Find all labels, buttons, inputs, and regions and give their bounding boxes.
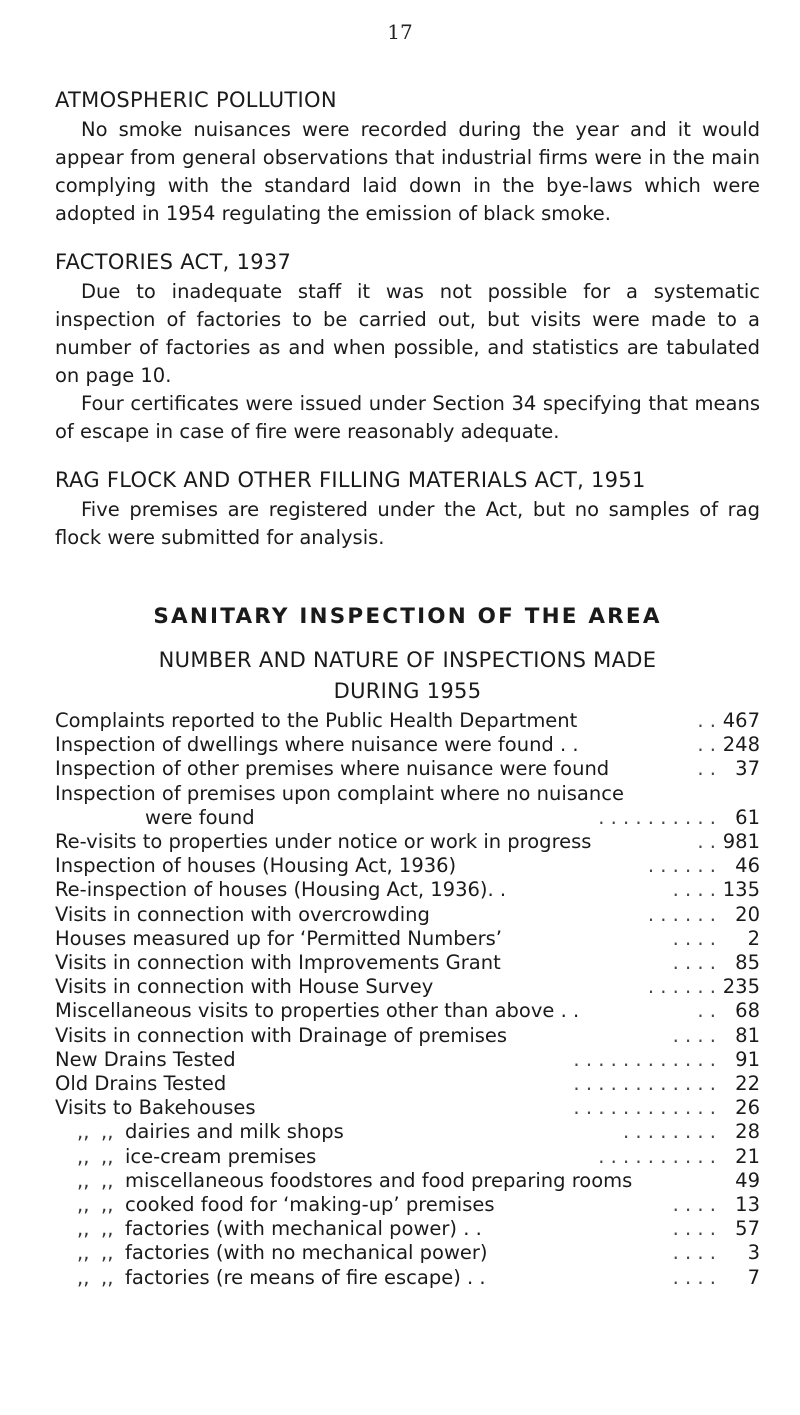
row-value: 81 [735, 1023, 760, 1047]
table-row [55, 951, 760, 975]
row-value: 49 [735, 1168, 760, 1192]
row-label: dairies and milk shops [125, 1120, 344, 1144]
document-body [55, 88, 760, 1290]
row-value: 85 [735, 951, 760, 975]
table-row [55, 1193, 760, 1217]
row-value: 981 [722, 830, 760, 854]
table-row [55, 1217, 760, 1241]
row-label: Inspection of premises upon complaint where no nuisance [55, 781, 624, 805]
leader-dots: . . [697, 733, 716, 757]
row-value: 61 [735, 805, 760, 829]
row-value: 57 [735, 1217, 760, 1241]
ditto-mark: ,, [101, 1168, 114, 1192]
leader-dots: . . . . . . [647, 854, 716, 878]
leader-dots: . . [697, 830, 716, 854]
row-value: 235 [722, 975, 760, 999]
leader-dots: . . . . [672, 926, 716, 950]
leader-dots: . . . . . . [647, 975, 716, 999]
leader-dots: . . . . [672, 951, 716, 975]
row-value: 28 [735, 1120, 760, 1144]
row-label-wrapper [55, 1120, 623, 1144]
row-value: 22 [735, 1072, 760, 1096]
leader-dots: . . [697, 999, 716, 1023]
leader-dots: . . . . [672, 1241, 716, 1265]
heading-atmospheric-pollution: ATMOSPHERIC POLLUTION [55, 88, 337, 112]
row-value: 91 [735, 1047, 760, 1071]
row-label: Re-visits to properties under notice or work in progress [55, 830, 592, 854]
paragraph-factories-2: Four certificates were issued under Section 34 specifying that means of escape in case of fire were reasonably adequate. [55, 392, 760, 443]
row-label-wrapper [55, 1145, 598, 1169]
ditto-mark: ,, [101, 1217, 114, 1241]
row-label: Inspection of other premises where nuisance were found [55, 757, 610, 781]
table-row [55, 782, 760, 806]
row-label: Old Drains Tested [55, 1072, 227, 1096]
row-value: 20 [735, 902, 760, 926]
table-row [55, 830, 760, 854]
row-value: 37 [735, 757, 760, 781]
table-row [55, 1096, 760, 1120]
ditto-mark: ,, [101, 1193, 114, 1217]
table-row [55, 1120, 760, 1144]
row-label: Inspection of houses (Housing Act, 1936) [55, 854, 457, 878]
row-label: Visits in connection with House Survey [55, 975, 434, 999]
row-label: Visits in connection with Improvements Grant [55, 951, 501, 975]
row-label: ice-cream premises [125, 1144, 317, 1168]
row-label: Visits in connection with Drainage of premises [55, 1023, 508, 1047]
row-label: factories (with no mechanical power) [125, 1241, 488, 1265]
leader-dots: . . . . . . [647, 902, 716, 926]
ditto-mark: ,, [77, 1193, 90, 1217]
table-row [55, 854, 760, 878]
inspection-table [55, 709, 760, 1290]
ditto-mark: ,, [77, 1120, 90, 1144]
leader-dots: . . [697, 757, 716, 781]
row-value: 2 [747, 926, 760, 950]
heading-rag-flock: RAG FLOCK AND OTHER FILLING MATERIALS ACT, 1951 [55, 468, 646, 492]
table-row [55, 975, 760, 999]
leader-dots: . . [697, 709, 716, 732]
table-row [55, 1266, 760, 1290]
row-value: 46 [735, 854, 760, 878]
table-row [55, 927, 760, 951]
row-value: 135 [722, 878, 760, 902]
leader-dots: . . . . [672, 1217, 716, 1241]
leader-dots: . . . . [672, 1265, 716, 1289]
leader-dots: . . . . . . . . . . [598, 1144, 716, 1168]
row-label-wrapper [55, 1217, 673, 1241]
leader-dots: . . . . [672, 878, 716, 902]
ditto-mark: ,, [101, 1265, 114, 1289]
row-label-wrapper [55, 1193, 673, 1217]
table-row [55, 903, 760, 927]
row-value: 68 [735, 999, 760, 1023]
inspection-subtitle-line2: DURING 1955 [333, 679, 482, 703]
leader-dots: . . . . . . . . . . . . [573, 1072, 716, 1096]
ditto-mark: ,, [101, 1144, 114, 1168]
ditto-mark: ,, [77, 1241, 90, 1265]
table-row [55, 1241, 760, 1265]
row-label: factories (re means of fire escape) . . [125, 1265, 486, 1289]
leader-dots: . . . . . . . . . . . . [573, 1047, 716, 1071]
table-row [55, 709, 760, 733]
row-value: 21 [735, 1144, 760, 1168]
row-label-wrapper [55, 1266, 673, 1290]
ditto-mark: ,, [77, 1265, 90, 1289]
ditto-mark: ,, [101, 1120, 114, 1144]
row-label-wrapper [55, 1169, 716, 1193]
row-label: factories (with mechanical power) . . [125, 1217, 482, 1241]
sanitary-inspection-title: SANITARY INSPECTION OF THE AREA [153, 604, 662, 629]
paragraph-factories-1: Due to inadequate staff it was not possible for a systematic inspection of factories to be carried out, but visits were made to a number of factories as and when possible, and statistics are tabulated on page 10. [55, 280, 760, 387]
leader-dots: . . . . [672, 1023, 716, 1047]
paragraph-rag-flock: Five premises are registered under the Act, but no samples of rag flock were submitted for analysis. [55, 498, 760, 549]
leader-dots: . . . . [672, 1193, 716, 1217]
row-label: cooked food for ‘making-up’ premises [125, 1193, 495, 1217]
row-label: Miscellaneous visits to properties other than above . . [55, 999, 580, 1023]
row-value: 7 [747, 1265, 760, 1289]
row-value: 26 [735, 1096, 760, 1120]
table-row [55, 733, 760, 757]
ditto-mark: ,, [77, 1144, 90, 1168]
row-label: Visits in connection with overcrowding [55, 902, 430, 926]
table-row [55, 1169, 760, 1193]
table-row [55, 1072, 760, 1096]
page-number: 17 [387, 20, 413, 44]
leader-dots: . . . . . . . . . . . . [573, 1096, 716, 1120]
ditto-mark: ,, [101, 1241, 114, 1265]
paragraph-atmospheric: No smoke nuisances were recorded during the year and it would appear from general observations that industrial firms were in the main complying with the standard laid down in the bye-laws which were adopted in 1954 regulating the emission of black smoke. [55, 118, 760, 225]
row-value: 248 [722, 733, 760, 757]
table-row [55, 757, 760, 781]
table-row [55, 1048, 760, 1072]
inspection-subtitle-line1: NUMBER AND NATURE OF INSPECTIONS MADE [158, 648, 657, 672]
row-label-wrapper [55, 1241, 673, 1265]
table-row [55, 1024, 760, 1048]
row-label: were found [145, 805, 255, 829]
row-label: Visits to Bakehouses [55, 1096, 256, 1120]
row-label: miscellaneous foodstores and food preparing rooms [125, 1168, 633, 1192]
leader-dots: . . . . . . . . . . [598, 805, 716, 829]
table-row [55, 878, 760, 902]
heading-factories-act: FACTORIES ACT, 1937 [55, 250, 292, 274]
ditto-mark: ,, [77, 1217, 90, 1241]
table-row [55, 999, 760, 1023]
table-row [55, 806, 760, 830]
row-label: Complaints reported to the Public Health Department [55, 709, 578, 732]
leader-dots: . . . . . . . . [623, 1120, 716, 1144]
row-value: 13 [735, 1193, 760, 1217]
row-label: Inspection of dwellings where nuisance were found . . [55, 733, 579, 757]
row-value: 467 [722, 709, 760, 732]
row-value: 3 [747, 1241, 760, 1265]
table-row [55, 1145, 760, 1169]
row-label: Re-inspection of houses (Housing Act, 1936). . [55, 878, 507, 902]
row-label: Houses measured up for ‘Permitted Numbers’ [55, 926, 502, 950]
ditto-mark: ,, [77, 1168, 90, 1192]
row-label: New Drains Tested [55, 1047, 236, 1071]
